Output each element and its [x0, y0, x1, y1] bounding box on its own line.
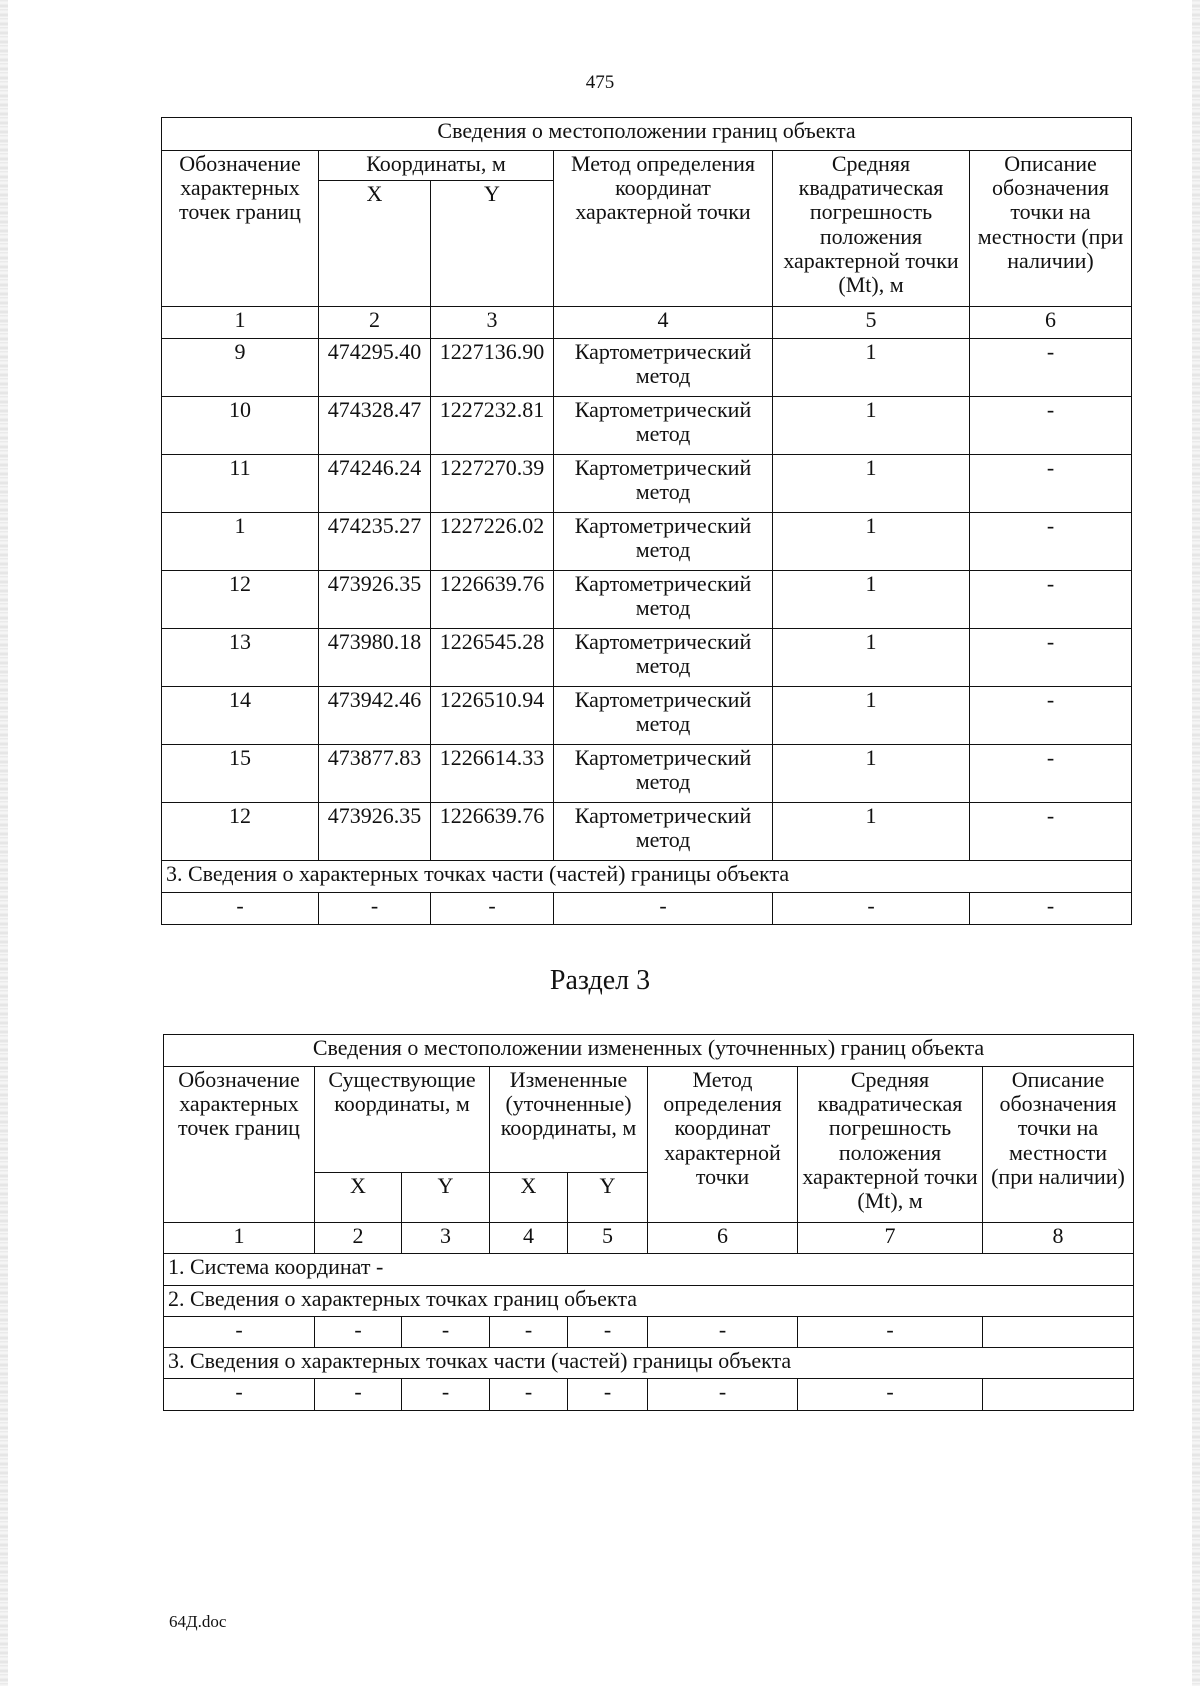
- point-method: Картометрический метод: [554, 571, 773, 629]
- point-x: 473942.46: [319, 687, 431, 745]
- point-y: 1227136.90: [431, 339, 554, 397]
- table-row: [162, 745, 1132, 803]
- point-x: 474328.47: [319, 397, 431, 455]
- point-x: 473926.35: [319, 803, 431, 861]
- header-description: Описание обозначения точки на местности (при наличии): [970, 151, 1132, 307]
- scan-edge-right: [1192, 0, 1200, 1686]
- column-number: 1: [162, 307, 319, 339]
- column-number-row: [162, 307, 1132, 339]
- header-changed-coordinates: Измененные (уточненные) координаты, м: [490, 1067, 648, 1173]
- parts-cell: -: [648, 1379, 798, 1411]
- points-cell: -: [798, 1317, 983, 1348]
- header-x-changed: X: [490, 1173, 568, 1223]
- column-number: 7: [798, 1223, 983, 1254]
- header-designation: Обозначение характерных точек границ: [164, 1067, 315, 1223]
- point-error: 1: [773, 745, 970, 803]
- parts-cell: -: [402, 1379, 490, 1411]
- column-number: 4: [554, 307, 773, 339]
- table-title-row: [162, 118, 1132, 151]
- point-description: -: [970, 455, 1132, 513]
- point-method: Картометрический метод: [554, 803, 773, 861]
- header-error: Средняя квадратическая погрешность положения характерной точки (Mt), м: [773, 151, 970, 307]
- points-cell: -: [490, 1317, 568, 1348]
- header-method: Метод определения координат характерной точки: [648, 1067, 798, 1223]
- changed-boundaries-table: [163, 1034, 1134, 1411]
- point-y: 1226639.76: [431, 571, 554, 629]
- point-id: 15: [162, 745, 319, 803]
- point-description: -: [970, 339, 1132, 397]
- point-method: Картометрический метод: [554, 513, 773, 571]
- column-number: 6: [648, 1223, 798, 1254]
- parts-cell: -: [798, 1379, 983, 1411]
- parts-cell: [983, 1379, 1134, 1411]
- point-error: 1: [773, 629, 970, 687]
- point-x: 474295.40: [319, 339, 431, 397]
- parts-cell: -: [319, 893, 431, 925]
- column-number: 2: [319, 307, 431, 339]
- page-number: 475: [585, 72, 615, 93]
- point-x: 473980.18: [319, 629, 431, 687]
- point-description: -: [970, 629, 1132, 687]
- point-id: 9: [162, 339, 319, 397]
- point-method: Картометрический метод: [554, 687, 773, 745]
- point-method: Картометрический метод: [554, 397, 773, 455]
- system-row: [164, 1254, 1134, 1286]
- coordinate-system: 1. Система координат -: [164, 1254, 1134, 1286]
- parts-row: [164, 1379, 1134, 1411]
- point-x: 474235.27: [319, 513, 431, 571]
- parts-cell: -: [164, 1379, 315, 1411]
- points-cell: -: [164, 1317, 315, 1348]
- parts-cell: -: [554, 893, 773, 925]
- point-y: 1227270.39: [431, 455, 554, 513]
- column-number: 3: [402, 1223, 490, 1254]
- point-id: 14: [162, 687, 319, 745]
- points-row: [164, 1317, 1134, 1348]
- point-method: Картометрический метод: [554, 339, 773, 397]
- column-number: 6: [970, 307, 1132, 339]
- points-cell: -: [648, 1317, 798, 1348]
- column-number: 4: [490, 1223, 568, 1254]
- parts-cell: -: [773, 893, 970, 925]
- table-row: [162, 397, 1132, 455]
- table-title: Сведения о местоположении измененных (уточненных) границ объекта: [164, 1035, 1134, 1067]
- point-error: 1: [773, 571, 970, 629]
- header-error: Средняя квадратическая погрешность положения характерной точки (Mt), м: [798, 1067, 983, 1223]
- footer-filename: 64Д.doc: [169, 1612, 227, 1631]
- header-method: Метод определения координат характерной точки: [554, 151, 773, 307]
- table-row: [162, 629, 1132, 687]
- parts-heading-row: [162, 861, 1132, 893]
- parts-heading: 3. Сведения о характерных точках части (частей) границы объекта: [162, 861, 1132, 893]
- points-heading: 2. Сведения о характерных точках границ объекта: [164, 1286, 1134, 1317]
- parts-cell: -: [315, 1379, 402, 1411]
- points-heading-row: [164, 1286, 1134, 1317]
- point-description: -: [970, 745, 1132, 803]
- point-x: 473926.35: [319, 571, 431, 629]
- point-method: Картометрический метод: [554, 455, 773, 513]
- point-id: 12: [162, 803, 319, 861]
- point-description: -: [970, 803, 1132, 861]
- parts-heading-row: [164, 1348, 1134, 1379]
- column-number: 1: [164, 1223, 315, 1254]
- column-number: 2: [315, 1223, 402, 1254]
- point-y: 1226639.76: [431, 803, 554, 861]
- point-y: 1227226.02: [431, 513, 554, 571]
- header-x-existing: X: [315, 1173, 402, 1223]
- table-title-row: [164, 1035, 1134, 1067]
- point-error: 1: [773, 513, 970, 571]
- section-heading: Раздел 3: [549, 965, 651, 996]
- table-title: Сведения о местоположении границ объекта: [162, 118, 1132, 151]
- header-designation: Обозначение характерных точек границ: [162, 151, 319, 307]
- point-id: 10: [162, 397, 319, 455]
- parts-cell: -: [970, 893, 1132, 925]
- column-number: 8: [983, 1223, 1134, 1254]
- point-id: 12: [162, 571, 319, 629]
- point-y: 1226510.94: [431, 687, 554, 745]
- point-x: 473877.83: [319, 745, 431, 803]
- header-row: [164, 1067, 1134, 1173]
- table-row: [162, 687, 1132, 745]
- point-error: 1: [773, 397, 970, 455]
- header-row: [162, 151, 1132, 181]
- point-description: -: [970, 571, 1132, 629]
- point-method: Картометрический метод: [554, 629, 773, 687]
- point-id: 13: [162, 629, 319, 687]
- point-description: -: [970, 397, 1132, 455]
- header-description: Описание обозначения точки на местности (при наличии): [983, 1067, 1134, 1223]
- scan-edge-left: [0, 0, 8, 1686]
- column-number: 3: [431, 307, 554, 339]
- column-number-row: [164, 1223, 1134, 1254]
- header-coordinates: Координаты, м: [319, 151, 554, 181]
- points-cell: [983, 1317, 1134, 1348]
- parts-cell: -: [568, 1379, 648, 1411]
- table-row: [162, 513, 1132, 571]
- table-row: [162, 455, 1132, 513]
- column-number: 5: [568, 1223, 648, 1254]
- table-row: [162, 803, 1132, 861]
- parts-cell: -: [431, 893, 554, 925]
- header-y: Y: [431, 181, 554, 307]
- point-id: 1: [162, 513, 319, 571]
- point-id: 11: [162, 455, 319, 513]
- point-error: 1: [773, 803, 970, 861]
- parts-cell: -: [162, 893, 319, 925]
- boundaries-table: [161, 117, 1132, 925]
- table-row: [162, 571, 1132, 629]
- points-cell: -: [568, 1317, 648, 1348]
- points-cell: -: [402, 1317, 490, 1348]
- table-row: [162, 339, 1132, 397]
- parts-row: [162, 893, 1132, 925]
- point-x: 474246.24: [319, 455, 431, 513]
- point-error: 1: [773, 339, 970, 397]
- points-cell: -: [315, 1317, 402, 1348]
- point-description: -: [970, 687, 1132, 745]
- header-y-existing: Y: [402, 1173, 490, 1223]
- point-error: 1: [773, 687, 970, 745]
- header-x: X: [319, 181, 431, 307]
- parts-heading: 3. Сведения о характерных точках части (частей) границы объекта: [164, 1348, 1134, 1379]
- point-y: 1227232.81: [431, 397, 554, 455]
- point-y: 1226545.28: [431, 629, 554, 687]
- header-y-changed: Y: [568, 1173, 648, 1223]
- point-y: 1226614.33: [431, 745, 554, 803]
- point-method: Картометрический метод: [554, 745, 773, 803]
- point-description: -: [970, 513, 1132, 571]
- point-error: 1: [773, 455, 970, 513]
- column-number: 5: [773, 307, 970, 339]
- header-existing-coordinates: Существующие координаты, м: [315, 1067, 490, 1173]
- parts-cell: -: [490, 1379, 568, 1411]
